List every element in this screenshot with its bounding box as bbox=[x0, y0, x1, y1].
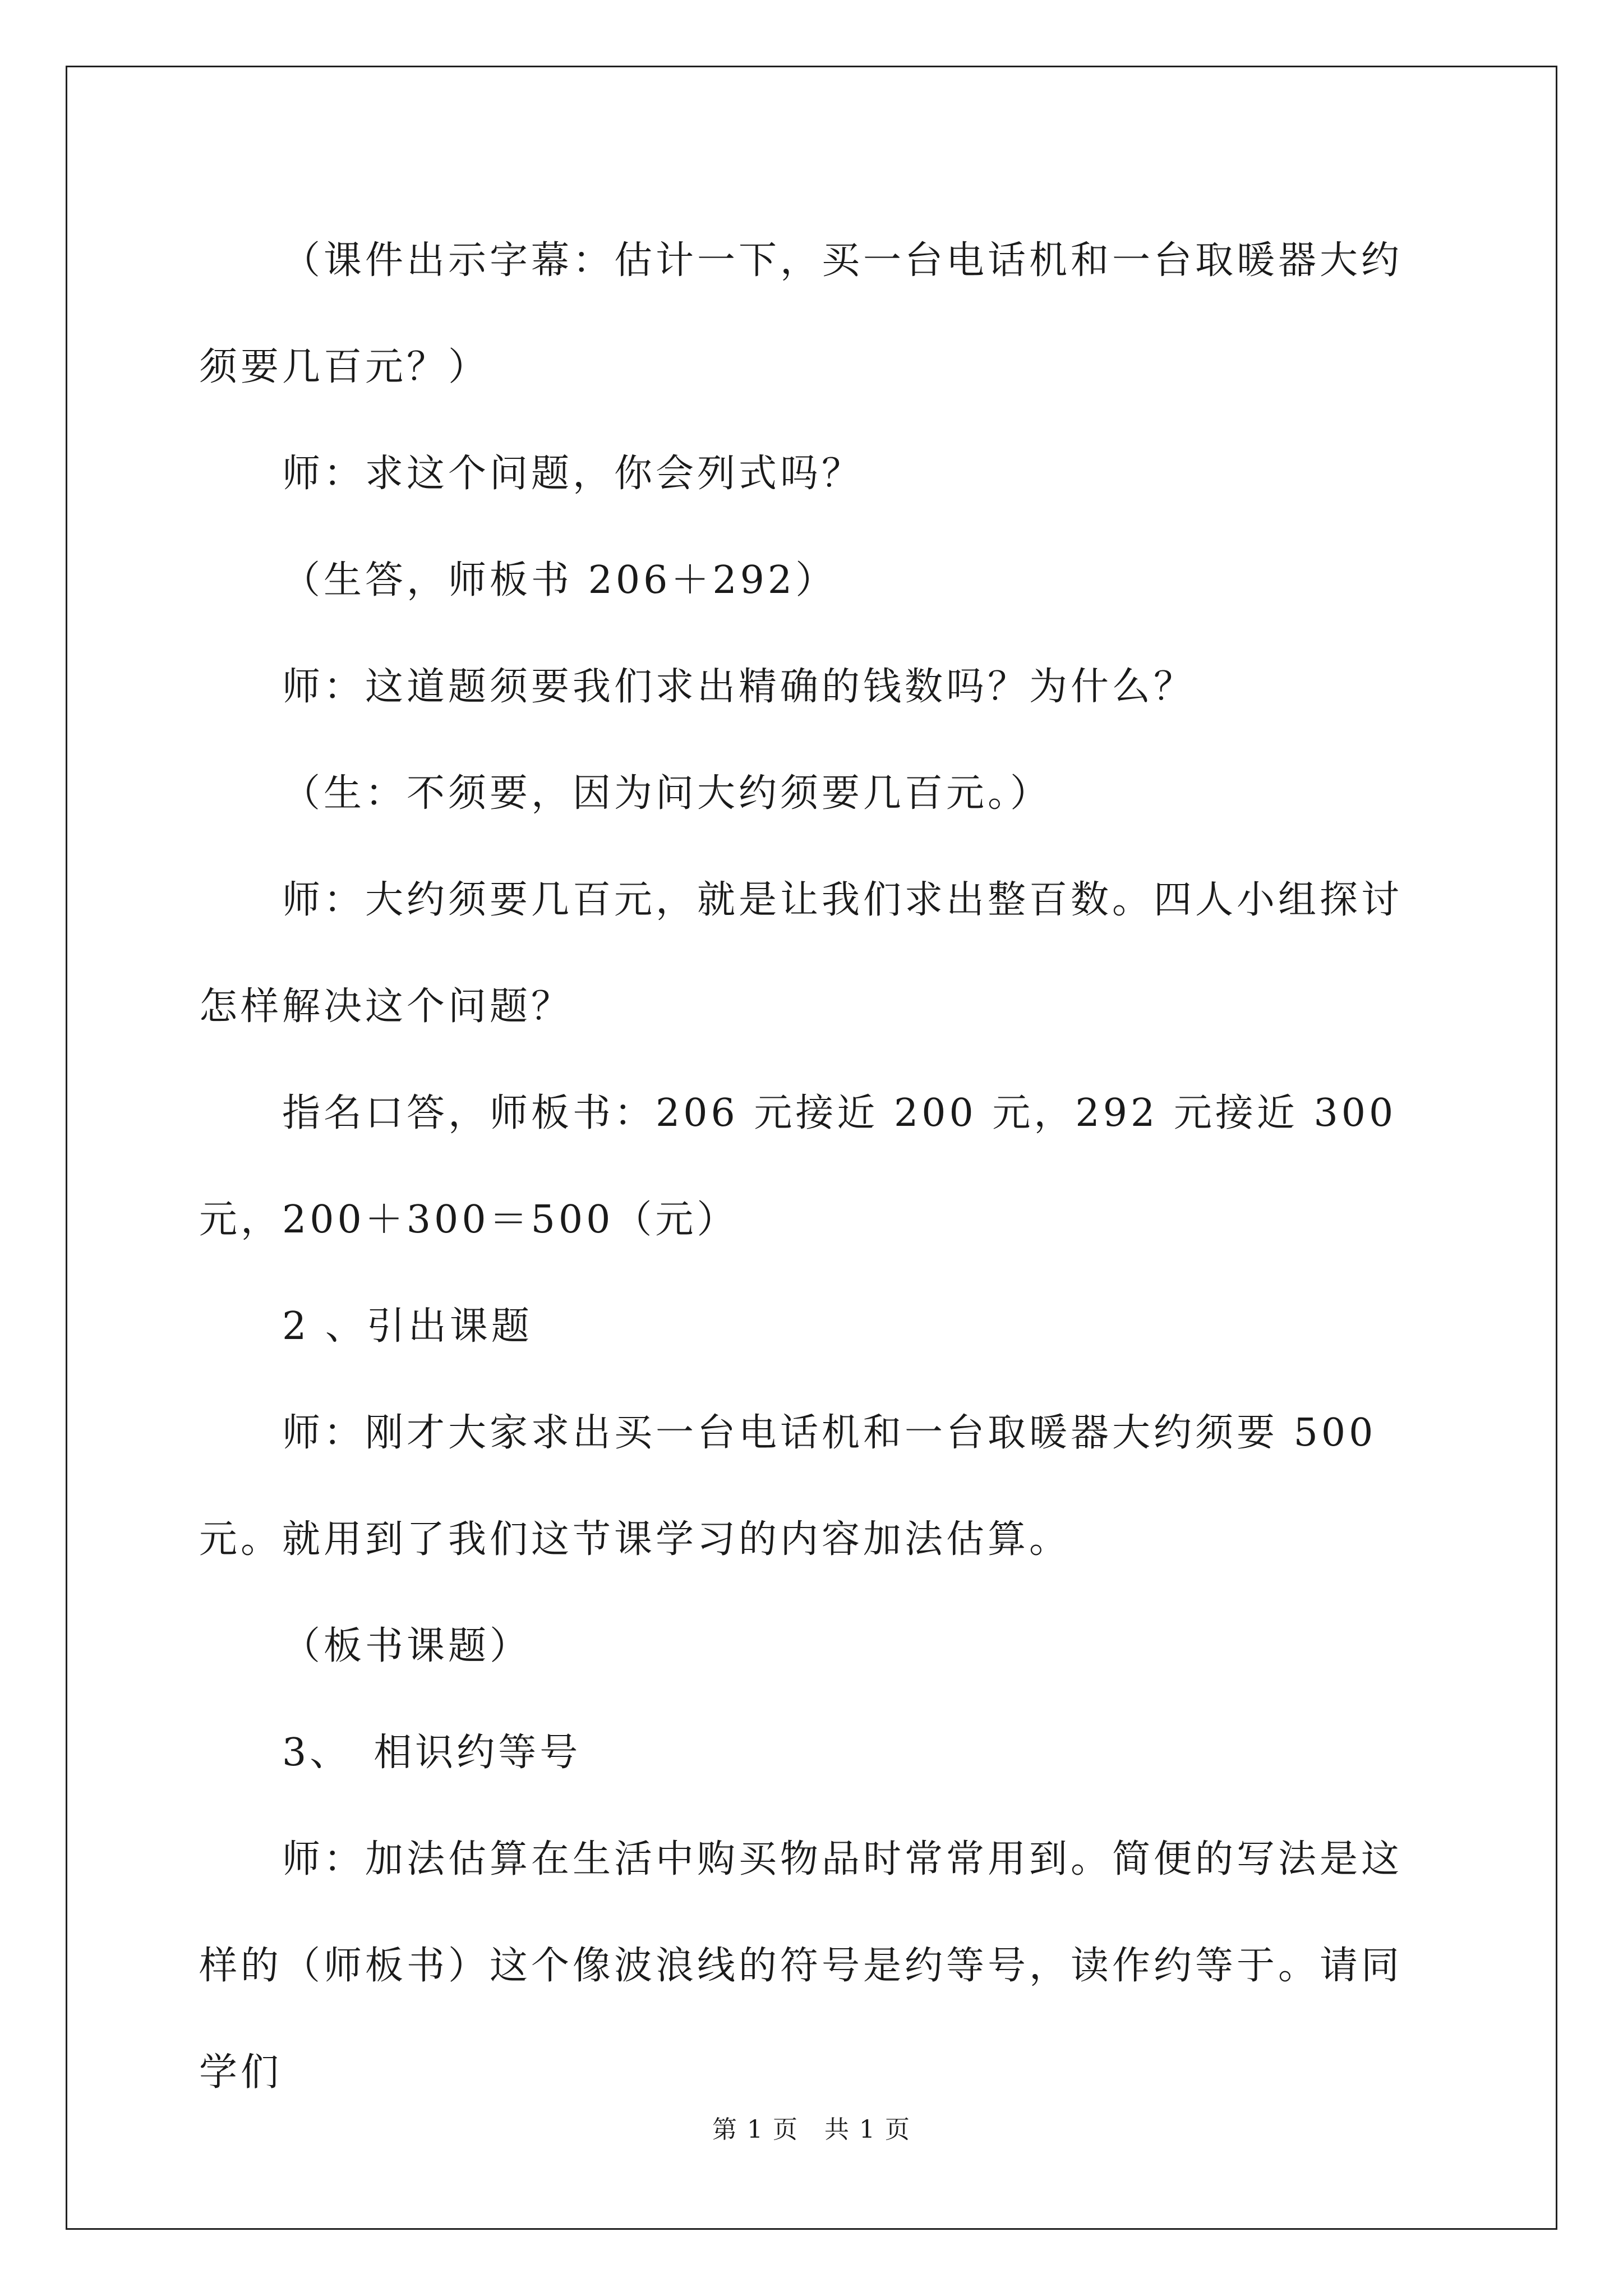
heading-approx-sign: 3、 相识约等号 bbox=[282, 1731, 582, 1775]
paragraph-courseware-prompt: （课件出示字幕：估计一下，买一台电话机和一台取暖器大约须要几百元？） bbox=[199, 238, 1403, 389]
paragraph-board-topic: （板书课题） bbox=[282, 1624, 532, 1668]
paragraph-teacher-question: 师：求这个问题，你会列式吗？ bbox=[282, 452, 864, 496]
page-footer: 第 1 页 共 1 页 bbox=[712, 2115, 911, 2144]
paragraph-teacher-exact-question: 师：这道题须要我们求出精确的钱数吗？为什么？ bbox=[282, 665, 1196, 709]
paragraph-group-discussion: 师：大约须要几百元，就是让我们求出整百数。四人小组探讨怎样解决这个问题？ bbox=[199, 878, 1403, 1029]
document-body bbox=[199, 208, 1433, 2126]
paragraph-student-answer: （生答，师板书 206＋292） bbox=[282, 558, 837, 602]
paragraph-approx-sign-explanation: 师：加法估算在生活中购买物品时常常用到。简便的写法是这样的（师板书）这个像波浪线的符号是约等号，读作约等于。请同学们 bbox=[199, 1837, 1403, 2095]
paragraph-oral-answer: 指名口答，师板书：206 元接近 200 元，292 元接近 300 元，200＋300＝500（元） bbox=[199, 1091, 1397, 1242]
paragraph-topic-explanation: 师：刚才大家求出买一台电话机和一台取暖器大约须要 500 元。就用到了我们这节课学习的内容加法估算。 bbox=[199, 1411, 1377, 1562]
paragraph-student-reply: （生：不须要，因为问大约须要几百元。） bbox=[282, 771, 1052, 816]
heading-introduce-topic: 2 、引出课题 bbox=[282, 1304, 533, 1349]
